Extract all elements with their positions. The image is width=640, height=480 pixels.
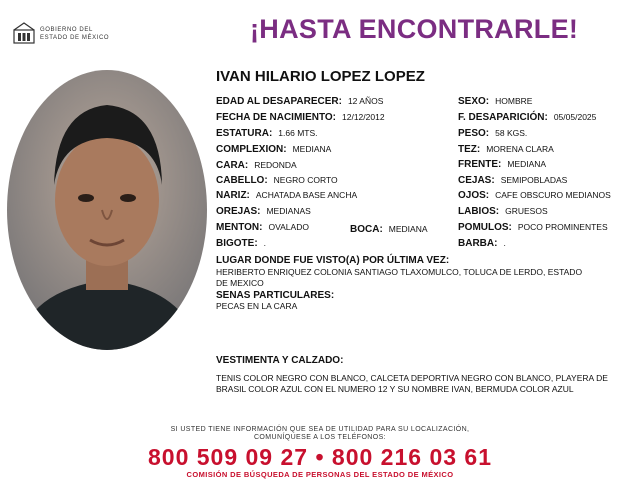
slogan-title: ¡HASTA ENCONTRARLE! — [250, 14, 579, 44]
contact-notice-line1: SI USTED TIENE INFORMACIÓN QUE SEA DE UTILIDAD PARA SU LOCALIZACIÓN, — [170, 426, 470, 433]
state-seal-icon — [12, 21, 36, 45]
clothing-title: VESTIMENTA Y CALZADO: — [216, 355, 344, 366]
phone-numbers — [0, 444, 640, 471]
footer-commission: COMISIÓN DE BÚSQUEDA DE PERSONAS DEL ESTADO DE MÉXICO — [186, 470, 454, 479]
field-nose: NARIZ: ACHATADA BASE ANCHA — [216, 190, 358, 201]
field-eyebrows: CEJAS: SEMIPOBLADAS — [458, 175, 568, 186]
portrait-image — [6, 70, 209, 351]
field-age: EDAD AL DESAPARECER: 12 AÑOS — [216, 96, 384, 107]
marks-text: PECAS EN LA CARA — [216, 301, 298, 311]
field-ears: OREJAS: MEDIANAS — [216, 206, 311, 217]
phone-number-1[interactable]: 800 509 09 27 — [147, 444, 309, 470]
field-face: CARA: REDONDA — [216, 160, 297, 171]
contact-notice-line2: COMUNÍQUESE A LOS TELÉFONOS: — [253, 434, 387, 441]
field-birthdate: FECHA DE NACIMIENTO: 12/12/2012 — [216, 112, 385, 123]
field-disappearance-date: F. DESAPARICIÓN: 05/05/2025 — [458, 112, 597, 123]
field-lips: LABIOS: GRUESOS — [458, 206, 548, 217]
missing-person-photo — [6, 70, 209, 351]
government-logo — [12, 21, 132, 47]
last-seen-title: LUGAR DONDE FUE VISTO(A) POR ÚLTIMA VEZ: — [216, 255, 450, 266]
person-name: IVAN HILARIO LOPEZ LOPEZ — [216, 68, 425, 85]
field-hair: CABELLO: NEGRO CORTO — [216, 175, 338, 186]
field-beard: BARBA: . — [458, 238, 506, 249]
field-eyes: OJOS: CAFE OBSCURO MEDIANOS — [458, 190, 611, 201]
field-complexion: TEZ: MORENA CLARA — [458, 144, 554, 155]
field-mustache: BIGOTE: . — [216, 238, 267, 249]
field-mouth: BOCA: MEDIANA — [350, 224, 428, 235]
field-height: ESTATURA: 1.66 MTS. — [216, 128, 318, 139]
phone-number-2[interactable]: 800 216 03 61 — [331, 444, 493, 470]
gov-label-line1: GOBIERNO DEL — [40, 27, 93, 33]
field-chin: MENTON: OVALADO — [216, 222, 309, 233]
gov-label-line2: ESTADO DE MÉXICO — [40, 35, 110, 41]
field-sex: SEXO: HOMBRE — [458, 96, 533, 107]
marks-title: SENAS PARTICULARES: — [216, 290, 335, 301]
field-weight: PESO: 58 KGS. — [458, 128, 528, 139]
field-forehead: FRENTE: MEDIANA — [458, 159, 547, 170]
clothing-text: TENIS COLOR NEGRO CON BLANCO, CALCETA DEPORTIVA NEGRO CON BLANCO, PLAYERA DE BRASIL COLOR AZUL CON EL NUMERO 12 Y SU NOMBRE IVAN, BERMUDA COLOR AZUL — [216, 373, 608, 394]
last-seen-text: HERIBERTO ENRIQUEZ COLONIA SANTIAGO TLAXOMULCO, TOLUCA DE LERDO, ESTADO DE MEXICO — [216, 267, 583, 288]
field-build: COMPLEXION: MEDIANA — [216, 144, 332, 155]
phone-separator: • — [315, 444, 325, 470]
field-cheekbones: POMULOS: POCO PROMINENTES — [458, 222, 608, 233]
